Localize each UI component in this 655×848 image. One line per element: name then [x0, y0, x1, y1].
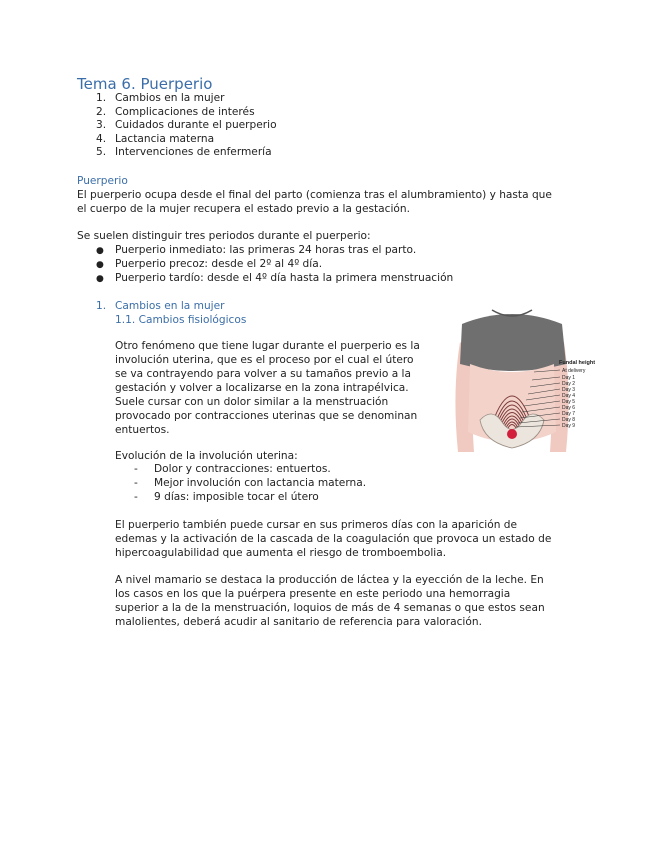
uterus-dot: [507, 429, 517, 439]
list-item: ● Puerperio inmediato: las primeras 24 horas tras el parto.: [96, 244, 417, 256]
section-heading: 1. Cambios en la mujer: [96, 300, 225, 312]
day-label: Day 6: [562, 405, 576, 411]
list-item: - Mejor involución con lactancia materna.: [134, 476, 367, 489]
day-label: Day 5: [562, 399, 576, 405]
text-line: edemas y la activación de la cascada de la coagulación que provoca un estado de: [115, 533, 552, 545]
list-item: ● Puerperio tardío: desde el 4º día hasta la primera menstruación: [96, 271, 454, 284]
subsection-heading: 1.1. Cambios fisiológicos: [115, 314, 247, 326]
page-title: Tema 6. Puerperio: [77, 75, 213, 93]
periods-list: [96, 244, 453, 285]
intro-text-line: El puerperio ocupa desde el final del parto (comienza tras el alumbramiento) y hasta que: [77, 189, 552, 201]
text-line: involución uterina, que es el proceso por el cual el útero: [115, 354, 414, 366]
text-line: Suele cursar con un dolor similar a la menstruación: [115, 396, 389, 408]
toc-item: 2. Complicaciones de interés: [96, 105, 255, 118]
text-line: hipercoagulabilidad que aumenta el riesgo de tromboembolia.: [115, 547, 447, 559]
day-label: Day 9: [562, 423, 576, 429]
text-line: El puerperio también puede cursar en sus primeros días con la aparición de: [115, 519, 518, 531]
periods-intro: Se suelen distinguir tres periodos durante el puerperio:: [77, 230, 371, 242]
day-label: Day 1: [562, 375, 576, 381]
text-line: entuertos.: [115, 424, 170, 436]
text-line: A nivel mamario se destaca la producción de láctea y la eyección de la leche. En: [115, 574, 544, 586]
shirt-shape: [460, 314, 566, 371]
day-label: Day 4: [562, 393, 576, 399]
intro-text-line: el cuerpo de la mujer recupera el estado previo a la gestación.: [77, 203, 410, 215]
puerperio-heading: Puerperio: [77, 175, 128, 187]
table-of-contents: [96, 92, 277, 160]
fundal-height-label: Fundal height: [559, 360, 596, 366]
day-label: At delivery: [562, 368, 586, 374]
text-line: gestación y volver a localizarse en la zona intrapélvica.: [115, 382, 409, 394]
toc-item: 1. Cambios en la mujer: [96, 92, 225, 104]
toc-item: 3. Cuidados durante el puerperio: [96, 119, 277, 132]
toc-item: 4. Lactancia materna: [96, 132, 215, 145]
list-item: - Dolor y contracciones: entuertos.: [134, 463, 331, 475]
text-line: los casos en los que la puérpera presente en este periodo una hemorragia: [115, 588, 511, 600]
toc-item: 5. Intervenciones de enfermería: [96, 146, 272, 159]
list-item: - 9 días: imposible tocar el útero: [134, 490, 319, 503]
day-label: Day 8: [562, 417, 576, 423]
day-label: Day 7: [562, 411, 576, 417]
fundal-height-illustration: [452, 302, 607, 460]
text-line: malolientes, deberá acudir al sanitario de referencia para valoración.: [115, 616, 482, 628]
evolution-intro: Evolución de la involución uterina:: [115, 450, 298, 462]
evolution-list: [134, 463, 366, 504]
day-label: Day 2: [562, 381, 576, 387]
text-line: superior a la de la menstruación, loquios de más de 4 semanas o que estos sean: [115, 602, 545, 614]
uterus-diagram: [452, 302, 607, 460]
text-line: Otro fenómeno que tiene lugar durante el puerperio es la: [115, 340, 420, 352]
list-item: ● Puerperio precoz: desde el 2º al 4º día.: [96, 257, 323, 270]
text-line: provocado por contracciones uterinas que se denominan: [115, 410, 418, 422]
text-line: se va contrayendo para volver a su tamaños previo a la: [115, 368, 411, 380]
day-label: Day 3: [562, 387, 576, 393]
